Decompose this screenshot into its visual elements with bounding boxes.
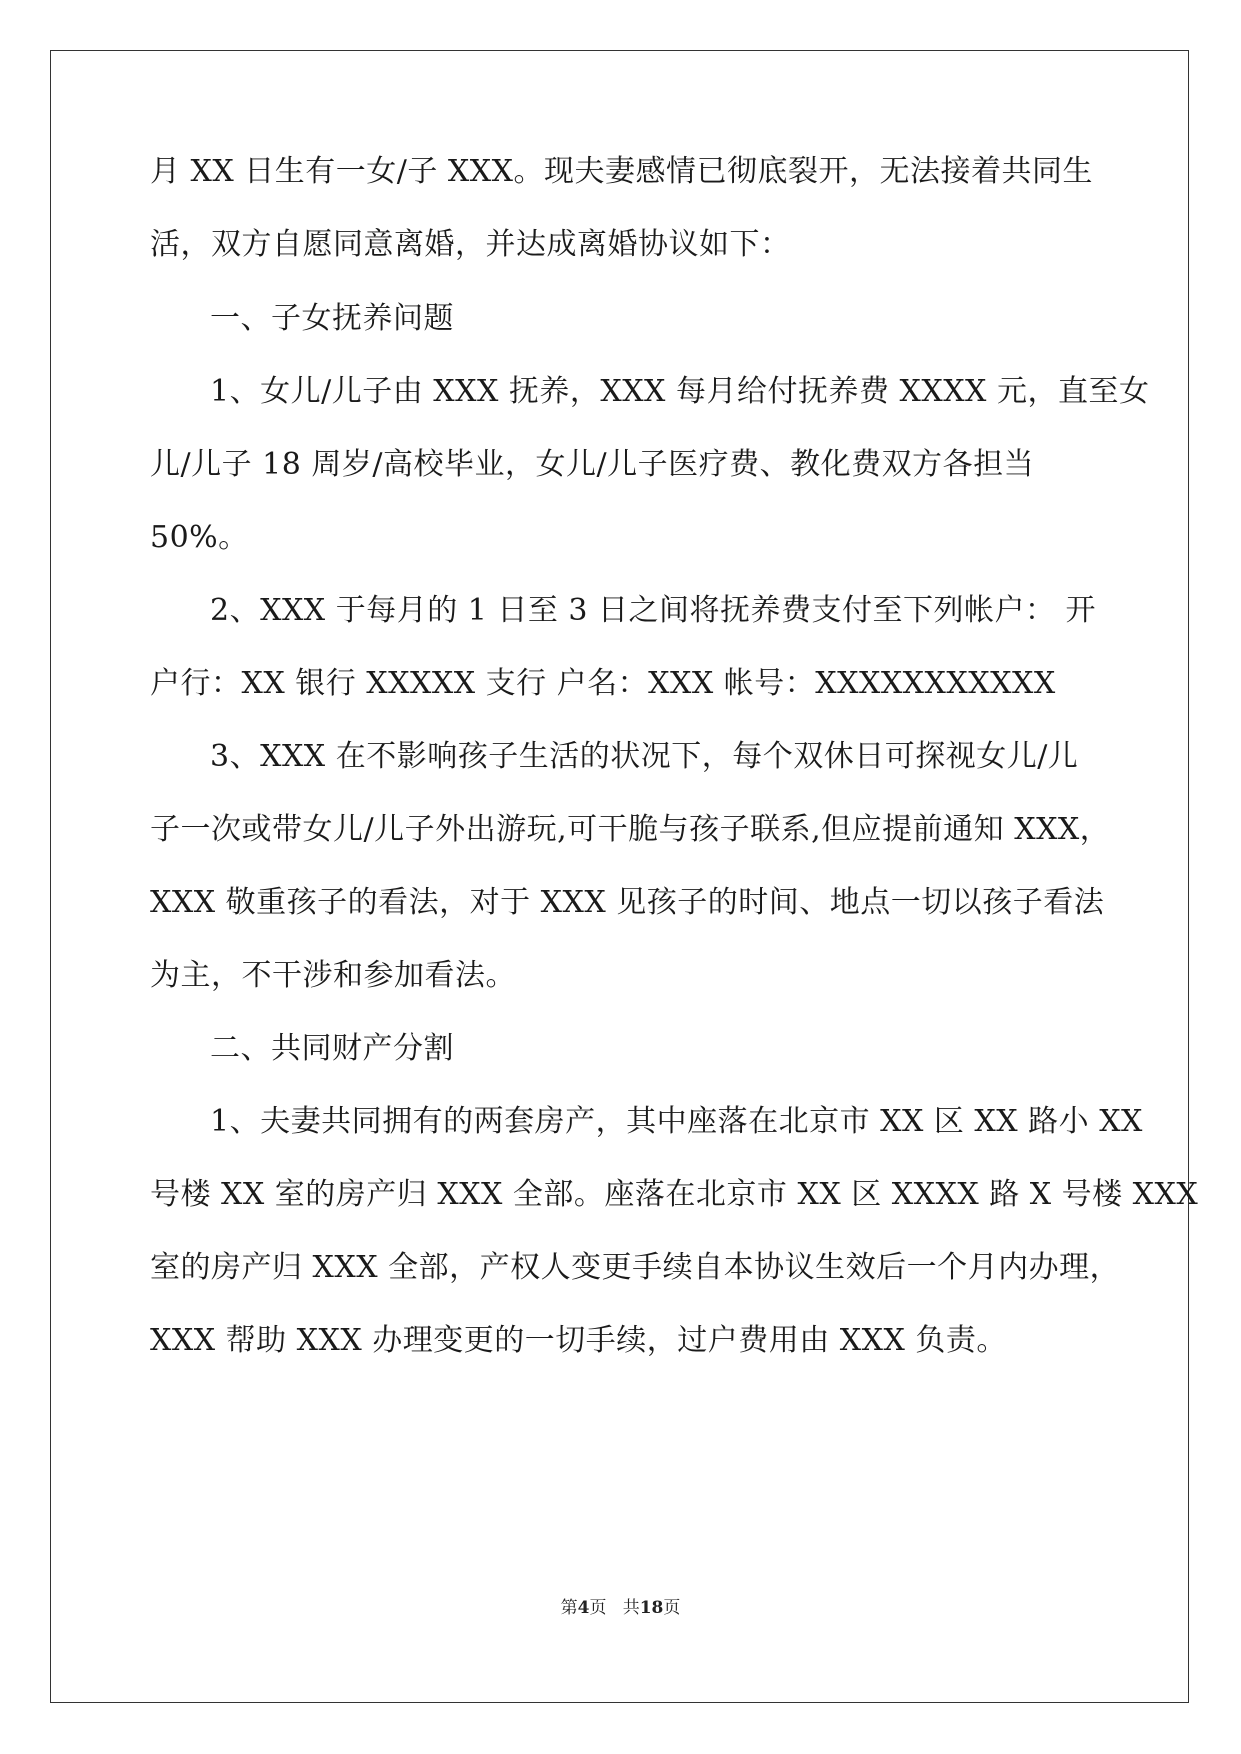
body-line: XXX 帮助 XXX 办理变更的一切手续，过户费用由 XXX 负责。 (150, 1323, 1007, 1358)
body-line: 活，双方自愿同意离婚，并达成离婚协议如下： (150, 227, 791, 262)
page-number: 4 (577, 1598, 590, 1618)
body-line: 月 XX 日生有一女/子 XXX。现夫妻感情已彻底裂开，无法接着共同生 (150, 154, 1094, 189)
body-line: XXX 敬重孩子的看法，对于 XXX 见孩子的时间、地点一切以孩子看法 (150, 885, 1105, 920)
body-line: 1、夫妻共同拥有的两套房产，其中座落在北京市 XX 区 XX 路小 XX (210, 1104, 1143, 1139)
total-prefix: 共 (622, 1598, 640, 1618)
page-footer (0, 1597, 1241, 1619)
body-line: 儿/儿子 18 周岁/高校毕业，女儿/儿子医疗费、教化费双方各担当 (150, 447, 1035, 482)
page-suffix: 页 (589, 1598, 607, 1618)
page-prefix: 第 (560, 1598, 578, 1618)
section-heading: 二、共同财产分割 (210, 1031, 454, 1066)
page-border (50, 50, 1189, 1703)
section-heading: 一、子女抚养问题 (210, 301, 454, 336)
total-suffix: 页 (663, 1598, 681, 1618)
body-line: 室的房产归 XXX 全部，产权人变更手续自本协议生效后一个月内办理， (150, 1250, 1121, 1285)
body-line: 50%。 (150, 520, 249, 555)
body-line: 子一次或带女儿/儿子外出游玩,可干脆与孩子联系,但应提前通知 XXX， (150, 812, 1111, 847)
body-line: 3、XXX 在不影响孩子生活的状况下，每个双休日可探视女儿/儿 (210, 739, 1079, 774)
body-line: 1、女儿/儿子由 XXX 抚养，XXX 每月给付抚养费 XXXX 元，直至女 (210, 374, 1150, 409)
body-line: 2、XXX 于每月的 1 日至 3 日之间将抚养费支付至下列帐户： 开 (210, 593, 1097, 628)
body-line: 为主，不干涉和参加看法。 (150, 958, 516, 993)
total-pages: 18 (639, 1598, 664, 1618)
body-line: 户行：XX 银行 XXXXX 支行 户名：XXX 帐号：XXXXXXXXXXX (150, 666, 1056, 701)
body-line: 号楼 XX 室的房产归 XXX 全部。座落在北京市 XX 区 XXXX 路 X 号楼 XXX (150, 1177, 1199, 1212)
